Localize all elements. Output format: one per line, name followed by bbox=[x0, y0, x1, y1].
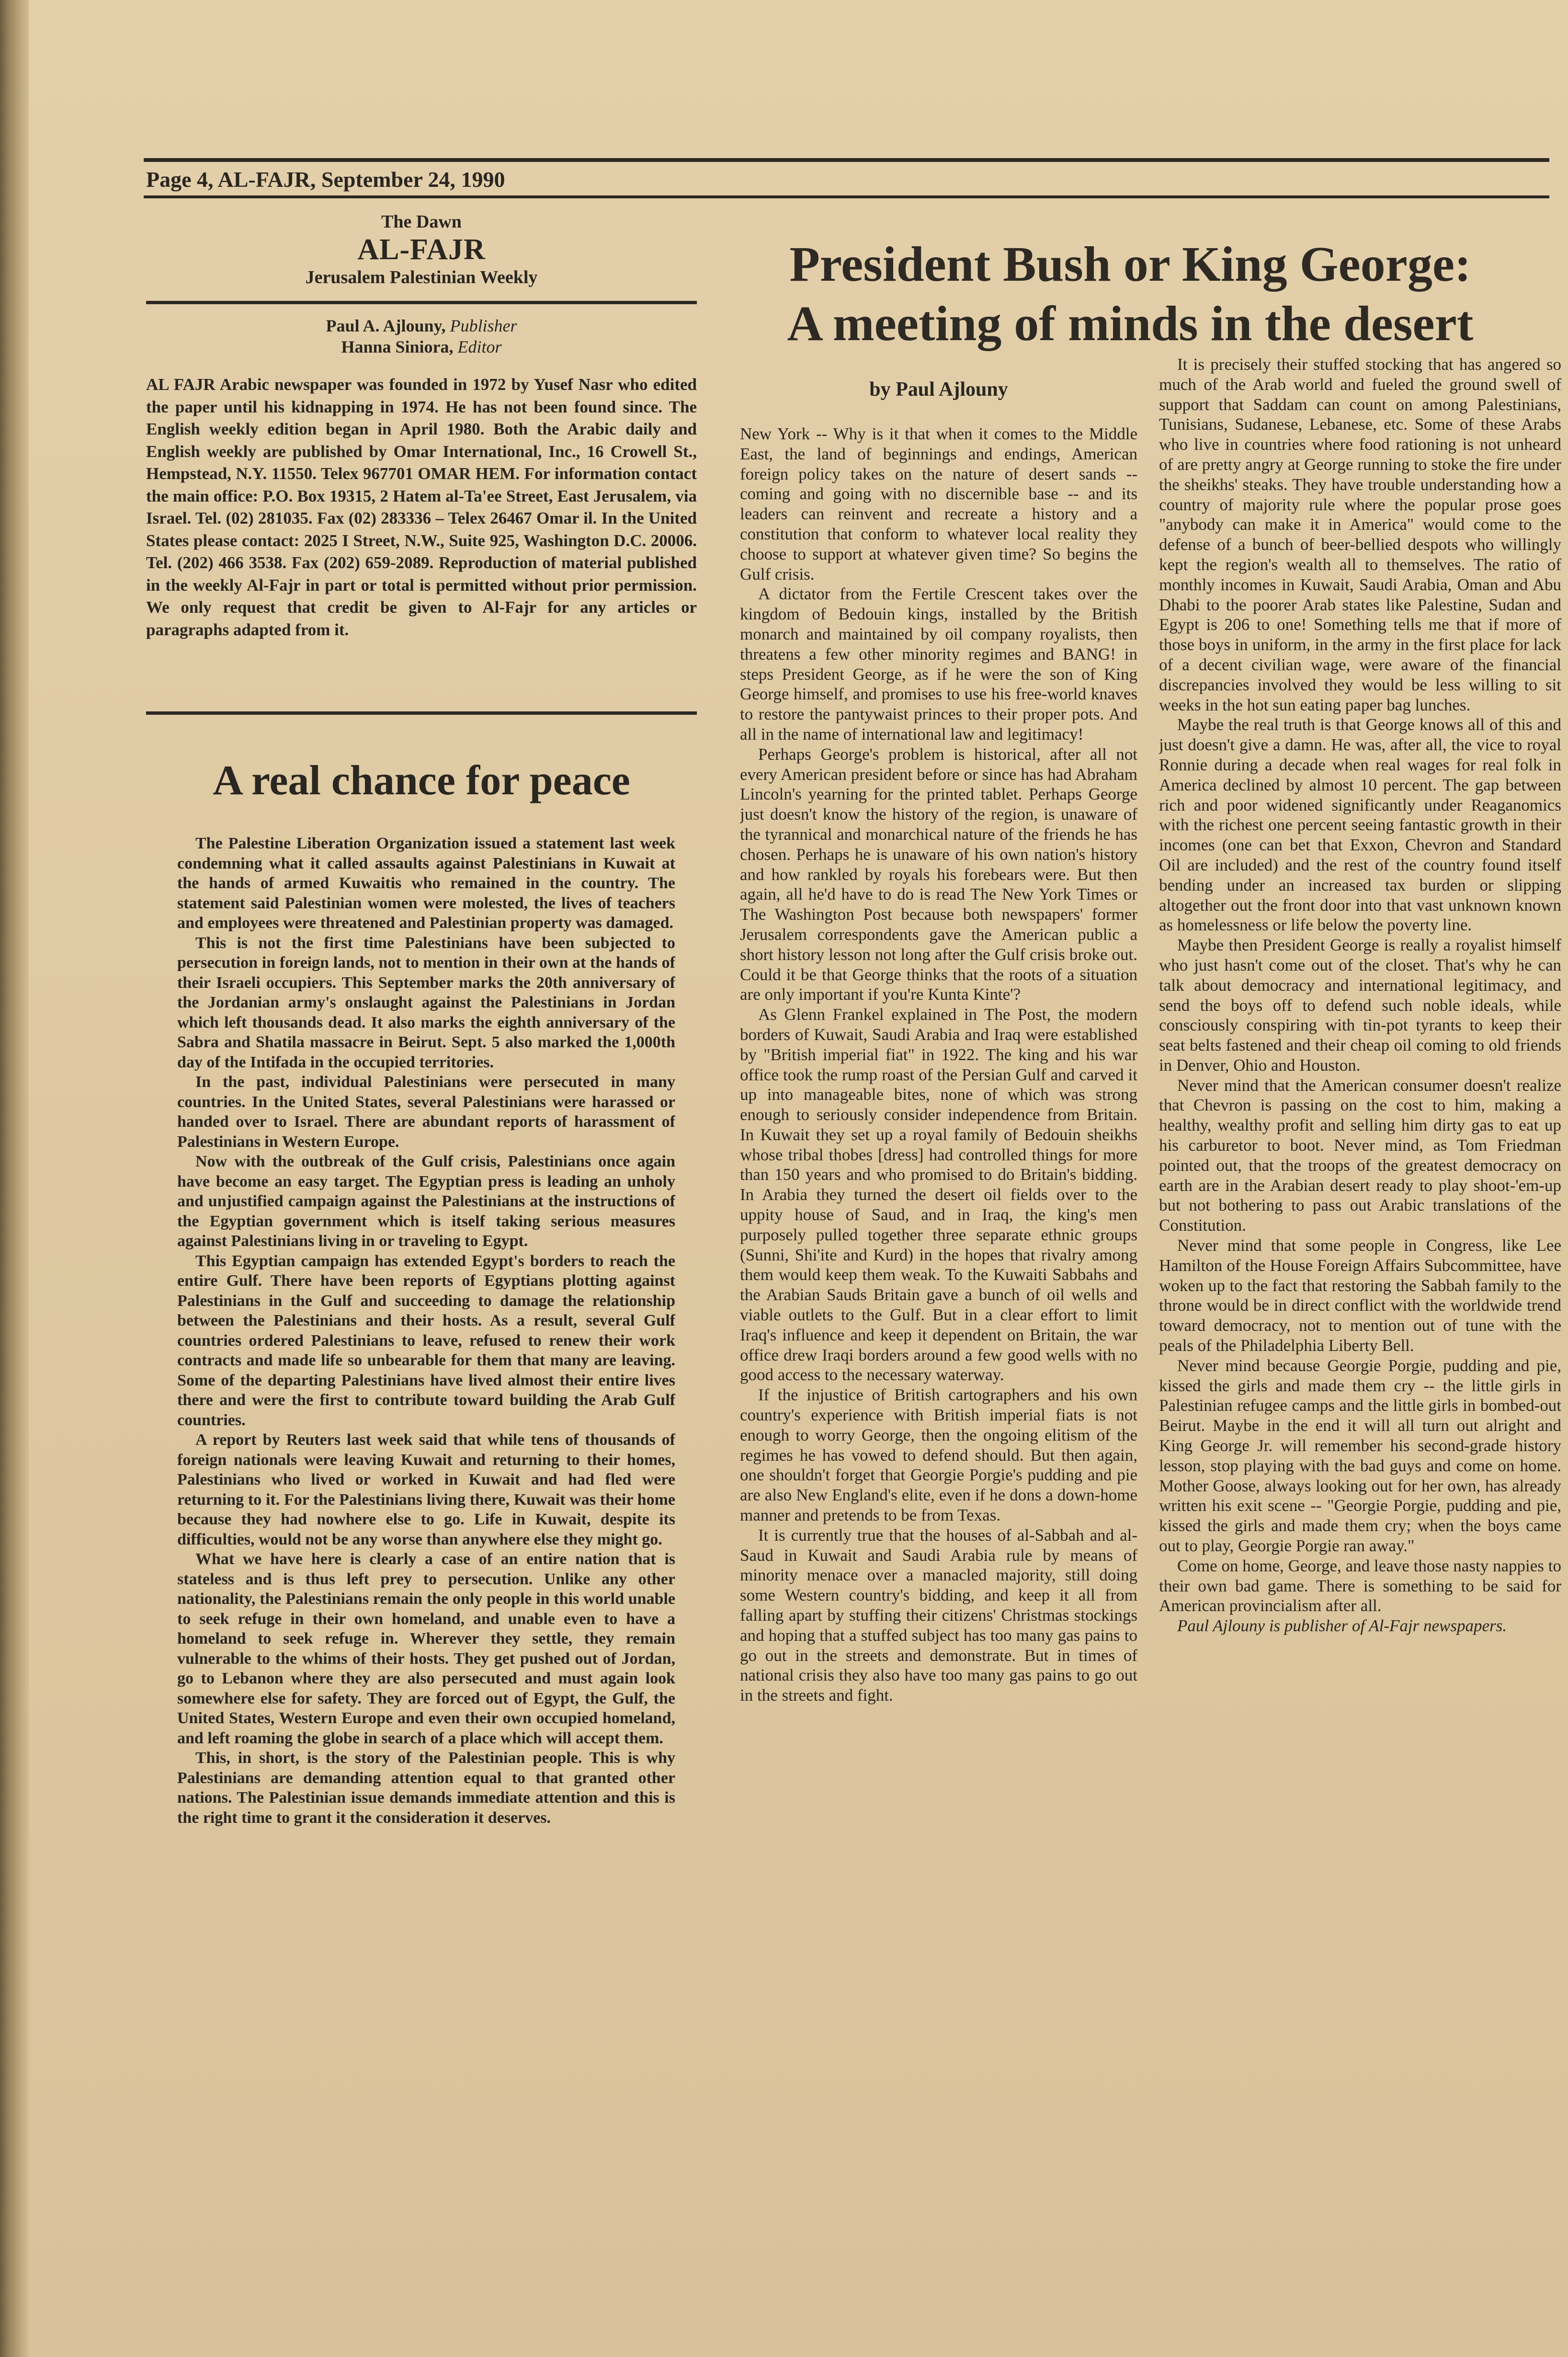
editorial-paragraph: This is not the first time Palestinians have been subjected to persecution in foreign lands, not to mention in their own at the hands of their Israeli occupiers. This September marks the 20th anniversary of the Jordanian army's onslaught against the Palestinians in Jordan which left thousands dead. It also marks the eighth anniversary of the Sabra and Shatila massacre in Beirut. Sept. 5 also marked the 1,000th day of the Intifada in the occupied territories. bbox=[177, 934, 675, 1071]
colophon bbox=[146, 374, 697, 699]
newspaper-page bbox=[29, 0, 1568, 2357]
article-paragraph: As Glenn Frankel explained in The Post, the modern borders of Kuwait, Saudi Arabia and Iraq were established by "British imperial fiat" in 1922. The king and his war office took the rump roast of the Persian Gulf and carved it up into manageable bites, none of which was strong enough to seriously consider independence from Britain. In Kuwait they set up a royal family of Bedouin sheikhs whose tribal thobes [dress] had controlled things for more than 150 years and who promised to do Britain's bidding. In Arabia they turned the desert oil fields over to the uppity house of Saud, and in Iraq, the king's men purposely pulled together three separate ethnic groups (Sunni, Shi'ite and Kurd) in the hopes that rivalry among them would keep them weak. To the Kuwaiti Sabbahs and the Arabian Sauds Britain gave a bunch of oil wells and viable outlets to the Gulf. But in a clear effort to limit Iraq's influence and keep it dependent on Britain, the war office drew Iraqi borders around a few good wells with no good access to the necessary waterway. bbox=[740, 1005, 1137, 1384]
editorial-paragraph: In the past, individual Palestinians were persecuted in many countries. In the United States, several Palestinians were harassed or handed over to Israel. There are abundant reports of harassment of Palestinians in Western Europe. bbox=[177, 1073, 675, 1151]
editor-name: Hanna Siniora, bbox=[341, 337, 458, 356]
editor-role: Editor bbox=[457, 337, 502, 356]
masthead-rule bbox=[146, 301, 697, 304]
article-paragraph: New York -- Why is it that when it comes to the Middle East, the land of beginnings and endings, American foreign policy takes on the nature of desert sands -- coming and going with no discernible base -- and its leaders can reinvent and recreate a history and a constitution that conform to whatever local reality they choose to support at whatever given time? So begins the Gulf crisis. bbox=[740, 424, 1137, 584]
headline-line-1: President Bush or King George: bbox=[789, 237, 1471, 292]
masthead-dawn: The Dawn bbox=[381, 212, 462, 232]
masthead bbox=[146, 211, 697, 288]
publisher-name: Paul A. Ajlouny, bbox=[326, 316, 450, 335]
masthead-name: AL-FAJR bbox=[357, 233, 486, 266]
header-rule bbox=[144, 195, 1549, 198]
editor-line bbox=[146, 336, 697, 357]
editorial-paragraph: A report by Reuters last week said that while tens of thousands of foreign nationals were leaving Kuwait and returning to their homes, Palestinians who lived or worked in Kuwait and had fled were returning to it. For the Palestinians living there, Kuwait was their home because they had nowhere else to go. Life in Kuwait, despite its difficulties, would not be any worse than anywhere else they might go. bbox=[177, 1431, 675, 1548]
article-paragraph: Never mind that some people in Congress, like Lee Hamilton of the House Foreign Affairs Subcommittee, have woken up to the fact that restoring the Sabbah family to the throne would be in direct conflict with the worldwide trend toward democracy, not to mention out of tune with the peals of the Philadelphia Liberty Bell. bbox=[1159, 1236, 1561, 1355]
article-column-2 bbox=[740, 424, 1137, 2237]
colophon-text: AL FAJR Arabic newspaper was founded in 1972 by Yusef Nasr who edited the paper until his kidnapping in 1974. He has not been found since. The English weekly edition began in April 1980. Both the Arabic daily and English weekly are published by Omar International, Inc., 16 Crowell St., Hempstead, N.Y. 11550. Telex 967701 OMAR HEM. For information contact the main office: P.O. Box 19315, 2 Hatem al-Ta'ee Street, East Jerusalem, via Israel. Tel. (02) 281035. Fax (02) 283336 – Telex 26467 Omar il. In the United States please contact: 2025 I Street, N.W., Suite 925, Washington D.C. 20006. Tel. (202) 466 3538. Fax (202) 659-2089. Reproduction of material published in the weekly Al-Fajr in part or total is permitted without prior permission. We only request that credit be given to Al-Fajr for any articles or paragraphs adapted from it. bbox=[146, 375, 697, 639]
editorial-paragraph: The Palestine Liberation Organization issued a statement last week condemning what it called assaults against Palestinians in Kuwait at the hands of armed Kuwaitis who remained in the country. The statement said Palestinian women were molested, the lives of teachers and employees were threatened and Palestinian property was damaged. bbox=[177, 835, 675, 932]
editorial-paragraph: Now with the outbreak of the Gulf crisis, Palestinians once again have become an easy target. The Egyptian press is leading an unholy and unjustified campaign against the Palestinians at the instructions of the Egyptian government which is itself taking serious measures against Palestinians living in or traveling to Egypt. bbox=[177, 1153, 675, 1250]
article-headline bbox=[723, 235, 1537, 354]
page-header: Page 4, AL-FAJR, September 24, 1990 bbox=[146, 167, 505, 192]
article-paragraph: It is currently true that the houses of al-Sabbah and al-Saud in Kuwait and Saudi Arabia rule by means of minority menace over a manacled majority, still doing some Western country's bidding, and keep it all from falling apart by stuffing their citizens' Christmas stockings and hoping that a stuffed subject has too many gas pains to go out in the streets and demonstrate. But in times of national crisis they also have too many gas pains to go out in the streets and fight. bbox=[740, 1525, 1137, 1705]
colophon-rule bbox=[146, 711, 697, 715]
publisher-line bbox=[146, 315, 697, 336]
editorial-paragraph: This Egyptian campaign has extended Egypt's borders to reach the entire Gulf. There have been reports of Egyptians plotting against Palestinians in the Gulf and succeeding to damage the relationship between the Palestinians and their hosts. As a result, several Gulf countries ordered Palestinians to leave, refused to renew their work contracts and made life so unbearable for them that many are leaving. Some of the departing Palestinians have lived almost their entire lives there and were the first to contribute toward building the Arab Gulf countries. bbox=[177, 1252, 675, 1429]
article-byline: by Paul Ajlouny bbox=[869, 378, 1008, 400]
binding-edge bbox=[0, 0, 29, 2357]
article-paragraph: Never mind that the American consumer doesn't realize that Chevron is passing on the cost to him, making a healthy, wealthy profit and selling him dirty gas to eat up his carburetor to boot. Never mind, as Tom Friedman pointed out, that the troops of the greatest democracy on earth are in the Arabian desert ready to play shoot-'em-up but not bothering to pass out Arabic translations of the Constitution. bbox=[1159, 1076, 1561, 1235]
editorial-paragraph: What we have here is clearly a case of an entire nation that is stateless and is thus left prey to persecution. Unlike any other nationality, the Palestinians remain the only people in this world unable to seek refuge in their own homeland, and unable even to have a homeland to seek refuge in. Wherever they settle, they remain vulnerable to the whims of their hosts. They get pushed out of Jordan, go to Lebanon where they are also persecuted and must again look somewhere else for safety. They are forced out of Egypt, the Gulf, the United States, Western Europe and even their own occupied homeland, and left roaming the globe in search of a place which will accept them. bbox=[177, 1550, 675, 1747]
article-paragraph: Maybe the real truth is that George knows all of this and just doesn't give a damn. He was, after all, the vice to royal Ronnie during a decade when real wages for real folk in America declined by almost 10 percent. The gap between rich and poor widened significantly under Reaganomics with the richest one percent seeing fantastic growth in their incomes (one can bet that Exxon, Chevron and Standard Oil are included) and the rest of the country found itself bending under an increased tax burden or slipping altogether out the front door into that vast unknown known as homelessness or life below the poverty line. bbox=[1159, 715, 1561, 935]
article-paragraph: If the injustice of British cartographers and his own country's experience with British imperial fiats is not enough to worry George, then the ongoing elitism of the regimes he has vowed to defend should. But then again, one shouldn't forget that Georgie Porgie's pudding and pie are also New England's elite, even if he dons a down-home manner and pretends to be from Texas. bbox=[740, 1385, 1137, 1525]
editorial-body bbox=[177, 834, 675, 2252]
top-rule bbox=[144, 158, 1549, 162]
article-paragraph: Maybe then President George is really a royalist himself who just hasn't come out of the closet. That's why he can talk about democracy and international legitimacy, and send the boys off to defend such noble ideals, while consciously conspiring with tin-pot tyrants to keep their seat belts fastened and their cheap oil coming to old friends in Denver, Ohio and Houston. bbox=[1159, 936, 1561, 1075]
publisher-role: Publisher bbox=[450, 316, 517, 335]
article-paragraph: It is precisely their stuffed stocking that has angered so much of the Arab world and fueled the ground swell of support that Saddam can count on among Palestinians, Tunisians, Sudanese, Lebanese, etc. Some of these Arabs who live in countries where food rationing is not unheard of are pretty angry at George running to stoke the fire under the sheikhs' steaks. They have trouble understanding how a country of majority rule where the popular prose goes "anybody can make it in America" would come to the defense of a bunch of beer-bellied despots who willingly kept the region's wealth all to themselves. The ratio of monthly incomes in Kuwait, Saudi Arabia, Oman and Abu Dhabi to the poorer Arab states like Palestine, Sudan and Egypt is 206 to one! Something tells me that if more of those boys in uniform, in the army in the first place for lack of a decent civilian wage, were aware of the financial discrepancies involved they would be less willing to sit weeks in the hot sun eating paper bag lunches. bbox=[1159, 355, 1561, 714]
editorial-title: A real chance for peace bbox=[213, 757, 630, 804]
headline-line-2: A meeting of minds in the desert bbox=[787, 296, 1474, 351]
article-paragraph: Never mind because Georgie Porgie, pudding and pie, kissed the girls and made them cry -- the little girls in Palestinian refugee camps and the little girls in bombed-out Beirut. Maybe in the end it will all turn out alright and King George Jr. will remember his second-grade history lesson, stop playing with the bad guys and come on home. Mother Goose, always looking out for her own, has already written his exit scene -- "Georgie Porgie, pudding and pie, kissed the girls and made them cry; when the boys came out to play, Georgie Porgie ran away." bbox=[1159, 1356, 1561, 1556]
editorial-paragraph: This, in short, is the story of the Palestinian people. This is why Palestinians are demanding attention equal to that granted other nations. The Palestinian issue demands immediate attention and this is the right time to grant it the consideration it deserves. bbox=[177, 1749, 675, 1827]
article-paragraph: A dictator from the Fertile Crescent takes over the kingdom of Bedouin kings, installed by the British monarch and maintained by oil company royalists, then threatens a few other minority regimes and BANG! in steps President George, as if he were the son of King George himself, and promises to use his free-world knaves to restore the pantywaist princes to their proper pots. And all in the name of international law and legitimacy! bbox=[740, 584, 1137, 744]
masthead-subtitle: Jerusalem Palestinian Weekly bbox=[305, 267, 538, 287]
article-paragraph: Come on home, George, and leave those nasty nappies to their own bad game. There is something to be said for American provincialism after all. bbox=[1159, 1556, 1561, 1615]
author-note bbox=[1159, 1616, 1561, 1636]
staff-box bbox=[146, 315, 697, 357]
author-note-text: Paul Ajlouny is publisher of Al-Fajr newspapers. bbox=[1177, 1616, 1507, 1636]
article-paragraph: Perhaps George's problem is historical, after all not every American president before or since has had Abraham Lincoln's yearning for the printed tablet. Perhaps George just doesn't know the history of the region, is unaware of the tyrannical and monarchical nature of the friends he has chosen. Perhaps he is unaware of his own nation's history and how rankled by royals his forebears were. But then again, all he'd have to do is read The New York Times or The Washington Post because both newspapers' former Jerusalem correspondents gave the American public a short history lesson not long after the Gulf crisis broke out. Could it be that George thinks that the roots of a situation are only important if you're Kunta Kinte'? bbox=[740, 744, 1137, 1004]
article-column-3 bbox=[1159, 355, 1561, 2235]
